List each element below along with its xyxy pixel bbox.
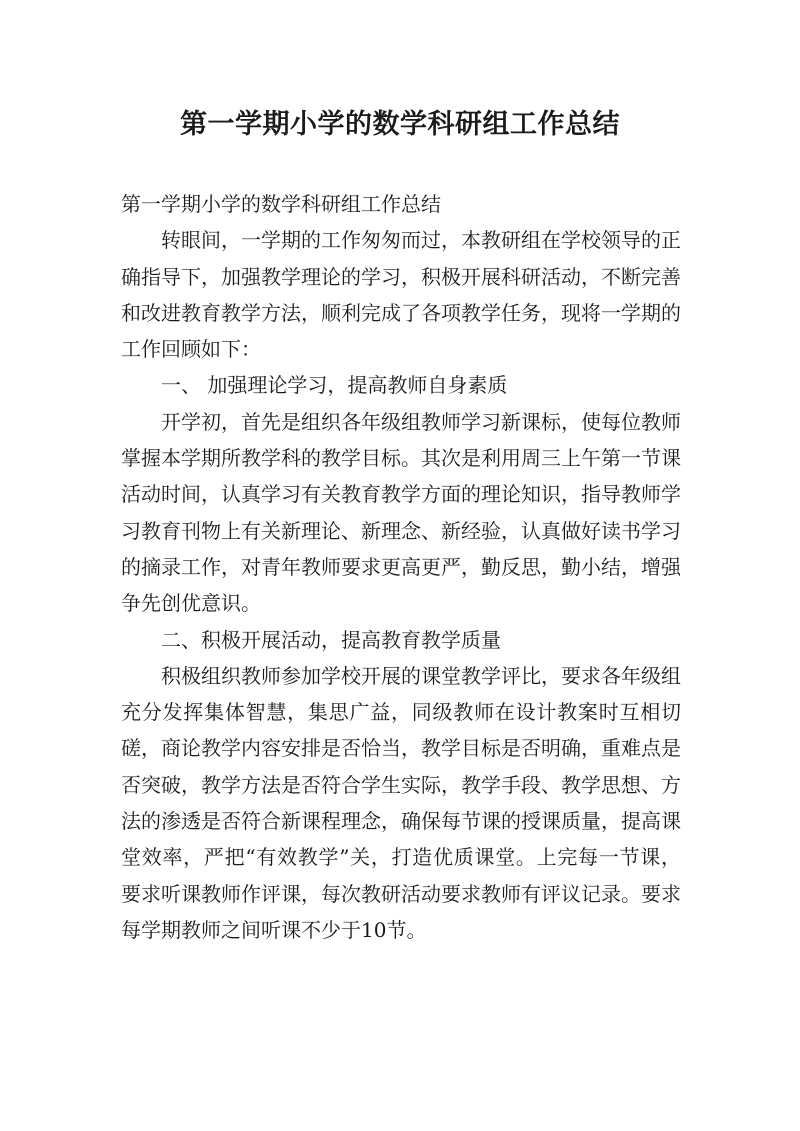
- section-2-paragraph: 积极组织教师参加学校开展的课堂教学评比，要求各年级组充分发挥集体智慧，集思广益，同级教师在设计教案时互相切磋，商论教学内容安排是否恰当，教学目标是否明确，重难点是否突破，教学方法是否符合学生实际，教学手段、教学思想、方法的渗透是否符合新课程理念，确保每节课的授课质量，提高课堂效率，严把“有效教学”关，打造优质课堂。上完每一节课，要求听课教师作评课，每次教研活动要求教师有评议记录。要求每学期教师之间听课不少于10节。: [121, 663, 681, 942]
- section-heading-1: 一、 加强理论学习，提高教师自身素质: [161, 373, 508, 398]
- document-title: 第一学期小学的数学科研组工作总结: [180, 109, 620, 140]
- intro-paragraph: 转眼间，一学期的工作匆匆而过，本教研组在学校领导的正确指导下，加强教学理论的学习，积极开展科研活动，不断完善和改进教育教学方法，顺利完成了各项教学任务，现将一学期的工作回顾如下：: [121, 228, 681, 362]
- document-body: [121, 186, 681, 948]
- subtitle-paragraph: 第一学期小学的数学科研组工作总结: [121, 192, 441, 216]
- section-heading-2: 二、积极开展活动，提高教育教学质量: [161, 627, 501, 652]
- section-1-paragraph: 开学初，首先是组织各年级组教师学习新课标，使每位教师掌握本学期所教学科的教学目标。其次是利用周三上午第一节课活动时间，认真学习有关教育教学方面的理论知识，指导教师学习教育刊物上有关新理论、新理念、新经验，认真做好读书学习的摘录工作，对青年教师要求更高更严，勤反思，勤小结，增强争先创优意识。: [121, 409, 681, 616]
